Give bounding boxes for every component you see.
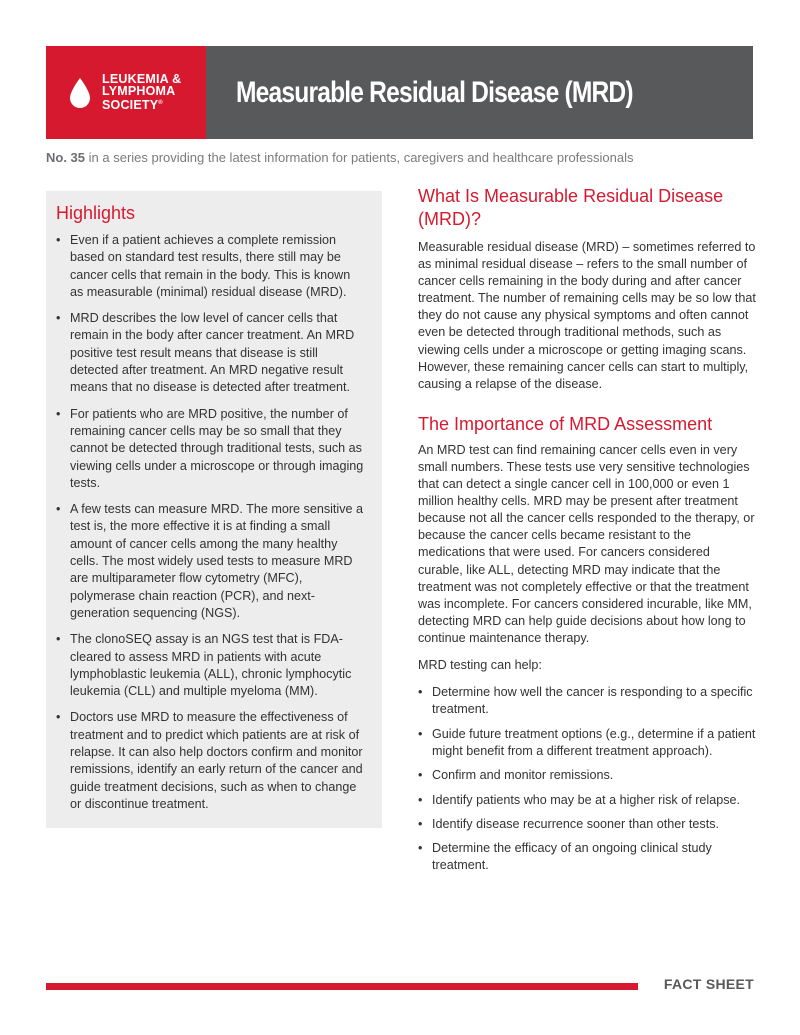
mrd-benefits-list — [418, 684, 758, 875]
logo-line-1: LEUKEMIA & — [102, 72, 182, 87]
list-item: • Guide future treatment options (e.g., determine if a patient might benefit from a different treatment approach). — [418, 726, 758, 761]
importance-intro: MRD testing can help: — [418, 657, 542, 672]
logo-line-3: SOCIETY® — [102, 98, 163, 113]
list-item: • A few tests can measure MRD. The more sensitive a test is, the more effective it is at finding a small amount of cancer cells among the many healthy cells. The most widely used tests to measure MRD are multiparameter flow cytometry (MFC), polymerase chain reaction (PCR), and next-generation sequencing (NGS). — [56, 501, 366, 622]
logo-wordmark — [102, 73, 181, 111]
logo-line-2: LYMPHOMA — [102, 84, 176, 99]
what-is-heading: What Is Measurable Residual Disease (MRD)? — [418, 186, 724, 229]
series-line — [46, 150, 634, 165]
list-item: • Determine how well the cancer is responding to a specific treatment. — [418, 684, 758, 719]
highlights-list — [56, 232, 366, 813]
importance-body: An MRD test can find remaining cancer cells even in very small numbers. These tests use very sensitive technologies that can detect a single cancer cell in 100,000 or even 1 million healthy cells. MRD may be present after treatment because not all the cancer cells responded to the therapy, or because the cancer cells became resistant to the medications that were used. For cancers considered curable, like ALL, detecting MRD may indicate that the treatment was not completely effective or that the treatment was incomplete. For cancers considered incurable, like MM, detecting MRD can help guide decisions about how long to continue maintenance therapy. — [418, 442, 755, 645]
blood-drop-icon — [68, 77, 92, 109]
list-item: • Identify disease recurrence sooner than other tests. — [418, 816, 758, 833]
highlights-panel — [46, 191, 382, 828]
list-item: • MRD describes the low level of cancer cells that remain in the body after cancer treatment. An MRD positive test result means that disease is still detected after treatment. An MRD negative result means that no disease is detected after treatment. — [56, 310, 366, 396]
list-item: • Identify patients who may be at a higher risk of relapse. — [418, 792, 758, 809]
list-item: • Doctors use MRD to measure the effectiveness of treatment and to predict which patients are at risk of relapse. It can also help doctors confirm and monitor remissions, identify an early return of the cancer and guide treatment decisions, such as when to change or discontinue treatment. — [56, 709, 366, 813]
main-column — [418, 185, 758, 882]
importance-heading: The Importance of MRD Assessment — [418, 413, 713, 434]
series-text: in a series providing the latest information for patients, caregivers and healthcare professionals — [88, 150, 634, 165]
list-item: • For patients who are MRD positive, the number of remaining cancer cells may be so small that they cannot be detected through traditional tests, such as viewing cells under a microscope or through imaging tests. — [56, 406, 366, 492]
page-title: Measurable Residual Disease (MRD) — [236, 75, 633, 109]
header-banner — [46, 46, 753, 139]
title-bar — [206, 46, 753, 139]
what-is-body: Measurable residual disease (MRD) – sometimes referred to as minimal residual disease – refers to the small number of cancer cells remaining in the body during and after cancer treatment. The number of remaining cells may be so low that they do not cause any physical symptoms and often cannot even be detected through traditional methods, such as viewing cells under a microscope or getting imaging scans. However, these remaining cancer cells can start to multiply, causing a relapse of the disease. — [418, 240, 756, 391]
list-item: • The clonoSEQ assay is an NGS test that is FDA-cleared to assess MRD in patients with acute lymphoblastic leukemia (ALL), chronic lymphocytic leukemia (CLL) and multiple myeloma (MM). — [56, 631, 366, 700]
highlights-title: Highlights — [56, 203, 136, 223]
footer-rule — [46, 983, 638, 990]
series-number: No. 35 — [46, 150, 86, 165]
list-item: • Confirm and monitor remissions. — [418, 767, 758, 784]
fact-sheet-label: FACT SHEET — [663, 976, 754, 992]
list-item: • Determine the efficacy of an ongoing clinical study treatment. — [418, 840, 758, 875]
list-item: • Even if a patient achieves a complete remission based on standard test results, there still may be cancer cells that remain in the body. This is known as measurable (minimal) residual disease (MRD). — [56, 232, 366, 301]
lls-logo[interactable] — [46, 46, 206, 139]
